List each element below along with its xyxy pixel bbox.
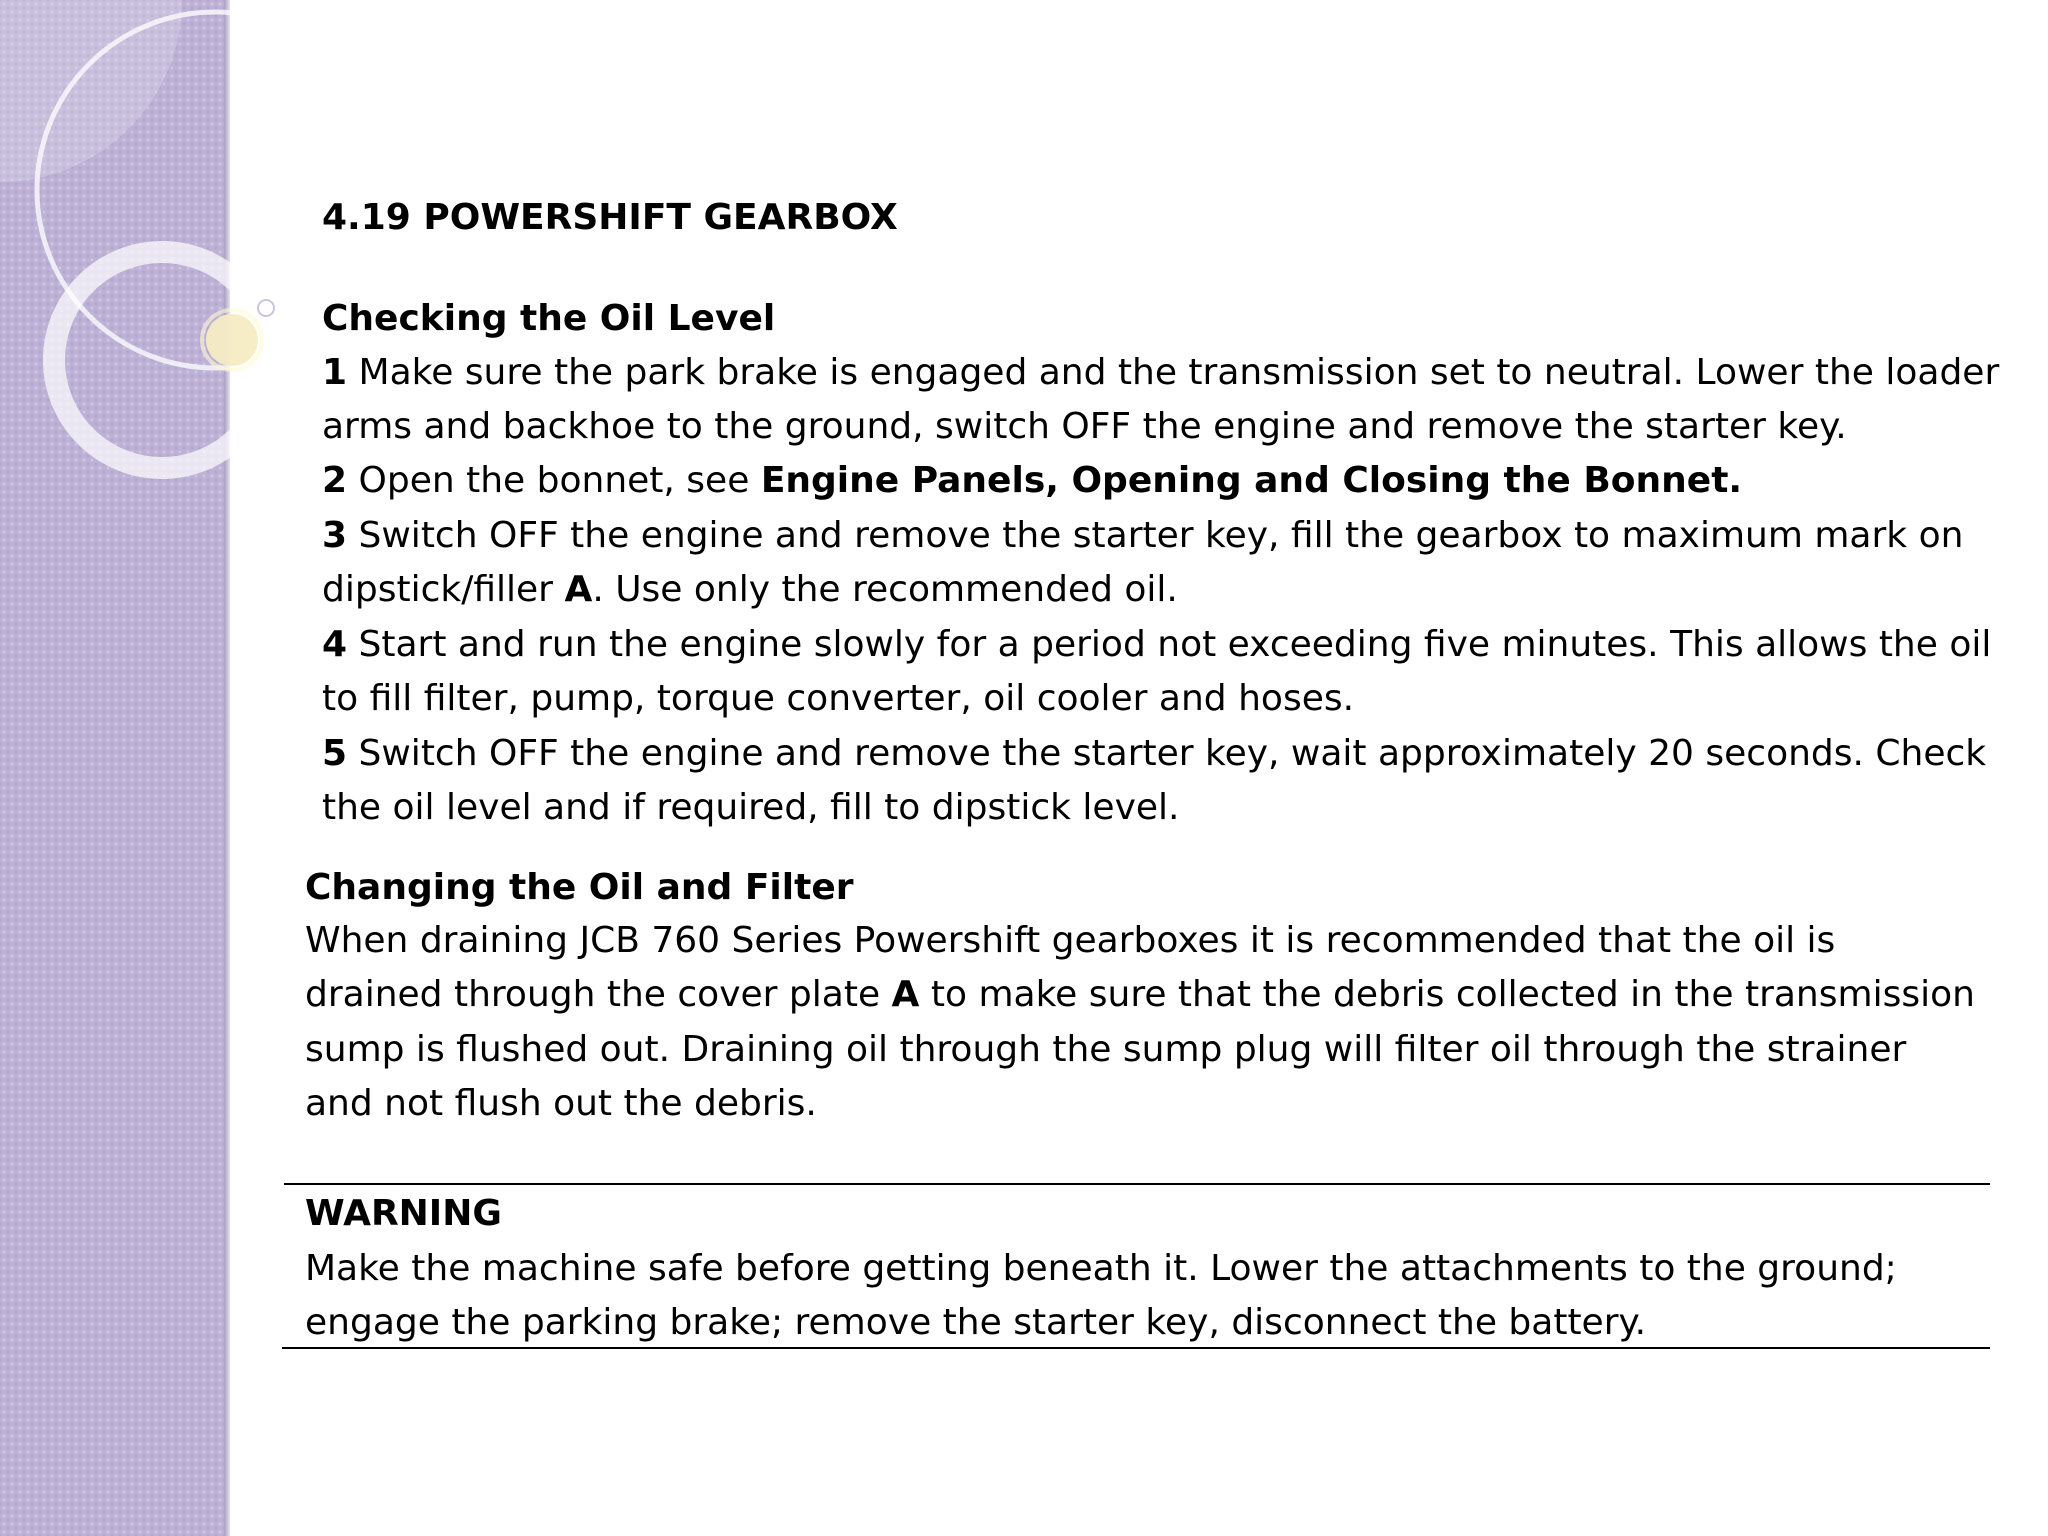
step-text: Switch OFF the engine and remove the starter key, fill the gearbox to maximum mark on [358, 515, 1964, 556]
changing-line-1: When draining JCB 760 Series Powershift gearboxes it is recommended that the oil is [305, 920, 1836, 961]
step-1-line-1 [322, 346, 2000, 400]
section-title: 4.19 POWERSHIFT GEARBOX [322, 197, 898, 238]
ref-letter: A [564, 569, 593, 610]
warning-heading: WARNING [305, 1193, 502, 1234]
step-text: Switch OFF the engine and remove the starter key, wait approximately 20 seconds. Check [358, 733, 1987, 774]
step-1-line-2: arms and backhoe to the ground, switch OFF the engine and remove the starter key. [322, 406, 1847, 447]
step-text: Make sure the park brake is engaged and the transmission set to neutral. Lower the loader [358, 352, 2000, 393]
step-number: 2 [322, 460, 348, 501]
checking-heading: Checking the Oil Level [322, 298, 776, 339]
warning-bottom-rule [282, 1347, 1990, 1349]
changing-line-3: sump is flushed out. Draining oil through the sump plug will filter oil through the strainer [305, 1029, 1907, 1070]
step-number: 5 [322, 733, 348, 774]
step-reference: Engine Panels, Opening and Closing the Bonnet. [760, 460, 1743, 501]
step-4-line-2: to fill filter, pump, torque converter, oil cooler and hoses. [322, 678, 1355, 719]
ref-letter: A [891, 974, 920, 1015]
changing-line-4: and not flush out the debris. [305, 1083, 817, 1124]
step-text: Open the bonnet, see [358, 460, 750, 501]
step-text: dipstick/filler [322, 569, 553, 610]
step-number: 4 [322, 624, 348, 665]
warning-top-rule [284, 1183, 1990, 1185]
step-2 [322, 454, 1742, 508]
step-number: 1 [322, 352, 348, 393]
body-text: drained through the cover plate [305, 974, 881, 1015]
step-4-line-1 [322, 618, 1991, 672]
step-3-line-1 [322, 509, 1963, 563]
warning-line-2: engage the parking brake; remove the starter key, disconnect the battery. [305, 1302, 1647, 1343]
step-text: Start and run the engine slowly for a period not exceeding five minutes. This allows the oil [358, 624, 1992, 665]
step-number: 3 [322, 515, 348, 556]
step-5-line-1 [322, 727, 1986, 781]
body-text: to make sure that the debris collected in the transmission [930, 974, 1975, 1015]
step-text: . Use only the recommended oil. [592, 569, 1178, 610]
changing-line-2 [305, 968, 1975, 1022]
warning-line-1: Make the machine safe before getting beneath it. Lower the attachments to the ground; [305, 1248, 1897, 1289]
step-3-line-2 [322, 563, 1178, 617]
step-5-line-2: the oil level and if required, fill to dipstick level. [322, 787, 1180, 828]
changing-heading: Changing the Oil and Filter [305, 867, 854, 908]
